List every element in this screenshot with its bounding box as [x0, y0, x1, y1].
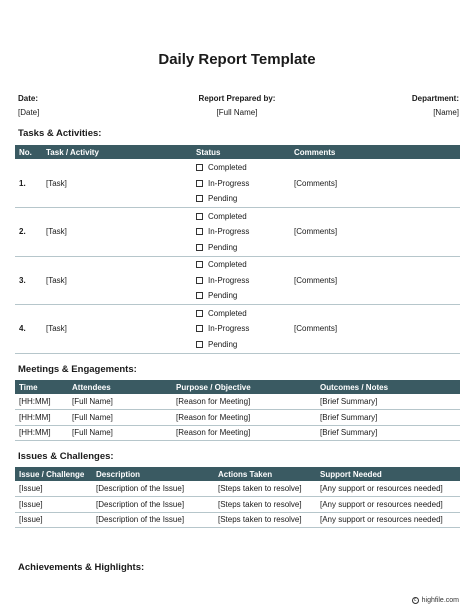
- issues-heading: Issues & Challenges:: [18, 451, 114, 462]
- checkbox-icon[interactable]: [196, 195, 203, 202]
- issue-description: [Description of the Issue]: [96, 499, 185, 509]
- status-option[interactable]: [196, 160, 286, 176]
- status-label: In-Progress: [208, 324, 250, 334]
- task-row: [15, 305, 460, 354]
- issue-name: [Issue]: [19, 499, 43, 509]
- task-status: [192, 305, 290, 354]
- checkbox-icon[interactable]: [196, 261, 203, 268]
- issue-name: [Issue]: [19, 484, 43, 493]
- prepared-by-label: Report Prepared by:: [198, 94, 276, 103]
- status-option[interactable]: [196, 209, 286, 225]
- meeting-outcomes: [Brief Summary]: [320, 428, 378, 438]
- task-row: [15, 256, 460, 305]
- checkbox-icon[interactable]: [196, 341, 203, 348]
- issues-table: [15, 467, 460, 528]
- issue-actions: [Steps taken to resolve]: [218, 484, 302, 493]
- column-header: Time: [15, 380, 68, 394]
- issue-support: [Any support or resources needed]: [320, 499, 443, 509]
- checkbox-icon[interactable]: [196, 292, 203, 299]
- column-header: Issue / Challenge: [15, 467, 92, 481]
- meetings-heading: Meetings & Engagements:: [18, 364, 137, 375]
- issue-description: [Description of the Issue]: [96, 484, 185, 493]
- date-value: [Date]: [18, 108, 40, 117]
- task-number: 1.: [19, 178, 26, 188]
- column-header: Purpose / Objective: [172, 380, 316, 394]
- status-option[interactable]: [196, 240, 286, 256]
- meeting-time: [HH:MM]: [19, 428, 51, 438]
- footer-text[interactable]: highfile.com: [421, 597, 459, 604]
- status-option[interactable]: [196, 224, 286, 240]
- meeting-attendees: [Full Name]: [72, 428, 113, 438]
- issues-header-row: [15, 467, 460, 481]
- meeting-attendees: [Full Name]: [72, 412, 113, 422]
- column-header: Support Needed: [316, 467, 460, 481]
- department-label: Department:: [411, 94, 459, 103]
- status-option[interactable]: [196, 321, 286, 337]
- meeting-row: [15, 394, 460, 410]
- status-label: In-Progress: [208, 227, 250, 237]
- checkbox-icon[interactable]: [196, 325, 203, 332]
- task-row: [15, 159, 460, 208]
- status-option[interactable]: [196, 191, 286, 207]
- department-value: [Name]: [433, 108, 459, 117]
- prepared-by-value: [Full Name]: [216, 108, 258, 117]
- page-title: Daily Report Template: [158, 51, 316, 68]
- task-status: [192, 256, 290, 305]
- meeting-time: [HH:MM]: [19, 412, 51, 422]
- task-name: [Task]: [46, 324, 67, 334]
- task-number: 4.: [19, 324, 26, 334]
- task-comments: [Comments]: [294, 227, 338, 237]
- issue-row: [15, 481, 460, 497]
- tasks-header-row: [15, 145, 460, 159]
- checkbox-icon[interactable]: [196, 164, 203, 171]
- status-label: Pending: [208, 339, 238, 349]
- task-status: [192, 208, 290, 257]
- column-header: Task / Activity: [42, 145, 192, 159]
- checkbox-icon[interactable]: [196, 277, 203, 284]
- task-name: [Task]: [46, 178, 67, 188]
- issue-name: [Issue]: [19, 515, 43, 525]
- issue-support: [Any support or resources needed]: [320, 484, 443, 493]
- column-header: No.: [15, 145, 42, 159]
- meeting-row: [15, 425, 460, 441]
- meetings-header-row: [15, 380, 460, 394]
- issue-row: [15, 497, 460, 513]
- status-option[interactable]: [196, 288, 286, 304]
- status-option[interactable]: [196, 175, 286, 191]
- tasks-table: [15, 145, 460, 354]
- status-option[interactable]: [196, 273, 286, 289]
- checkbox-icon[interactable]: [196, 244, 203, 251]
- status-label: Completed: [208, 308, 247, 318]
- task-comments: [Comments]: [294, 324, 338, 334]
- tasks-heading: Tasks & Activities:: [18, 128, 102, 139]
- status-label: Completed: [208, 211, 247, 221]
- status-label: In-Progress: [208, 275, 250, 285]
- date-label: Date:: [18, 94, 39, 103]
- column-header: Status: [192, 145, 290, 159]
- column-header: Outcomes / Notes: [316, 380, 460, 394]
- status-option[interactable]: [196, 337, 286, 353]
- meeting-time: [HH:MM]: [19, 397, 51, 406]
- column-header: Comments: [290, 145, 460, 159]
- achievements-heading: Achievements & Highlights:: [18, 562, 145, 573]
- checkbox-icon[interactable]: [196, 213, 203, 220]
- checkbox-icon[interactable]: [196, 180, 203, 187]
- checkbox-icon[interactable]: [196, 310, 203, 317]
- task-status: [192, 159, 290, 208]
- status-option[interactable]: [196, 306, 286, 322]
- footer: [412, 597, 459, 604]
- column-header: Attendees: [68, 380, 172, 394]
- status-label: Completed: [208, 163, 247, 172]
- task-name: [Task]: [46, 275, 67, 285]
- issue-description: [Description of the Issue]: [96, 515, 185, 525]
- meeting-purpose: [Reason for Meeting]: [176, 428, 251, 438]
- checkbox-icon[interactable]: [196, 228, 203, 235]
- status-label: Pending: [208, 242, 238, 252]
- status-label: Completed: [208, 260, 247, 270]
- column-header: Actions Taken: [214, 467, 316, 481]
- copyright-icon: c: [412, 597, 419, 604]
- meeting-purpose: [Reason for Meeting]: [176, 412, 251, 422]
- meeting-outcomes: [Brief Summary]: [320, 397, 378, 406]
- meeting-attendees: [Full Name]: [72, 397, 113, 406]
- task-row: [15, 208, 460, 257]
- meeting-purpose: [Reason for Meeting]: [176, 397, 251, 406]
- task-number: 2.: [19, 227, 26, 237]
- meeting-outcomes: [Brief Summary]: [320, 412, 378, 422]
- status-label: Pending: [208, 194, 238, 203]
- status-label: Pending: [208, 291, 238, 301]
- meeting-row: [15, 410, 460, 426]
- task-name: [Task]: [46, 227, 67, 237]
- issue-support: [Any support or resources needed]: [320, 515, 443, 525]
- issue-actions: [Steps taken to resolve]: [218, 515, 302, 525]
- task-comments: [Comments]: [294, 275, 338, 285]
- task-number: 3.: [19, 275, 26, 285]
- meetings-table: [15, 380, 460, 441]
- column-header: Description: [92, 467, 214, 481]
- task-comments: [Comments]: [294, 178, 338, 188]
- status-label: In-Progress: [208, 178, 250, 188]
- issue-row: [15, 512, 460, 528]
- status-option[interactable]: [196, 257, 286, 273]
- issue-actions: [Steps taken to resolve]: [218, 499, 302, 509]
